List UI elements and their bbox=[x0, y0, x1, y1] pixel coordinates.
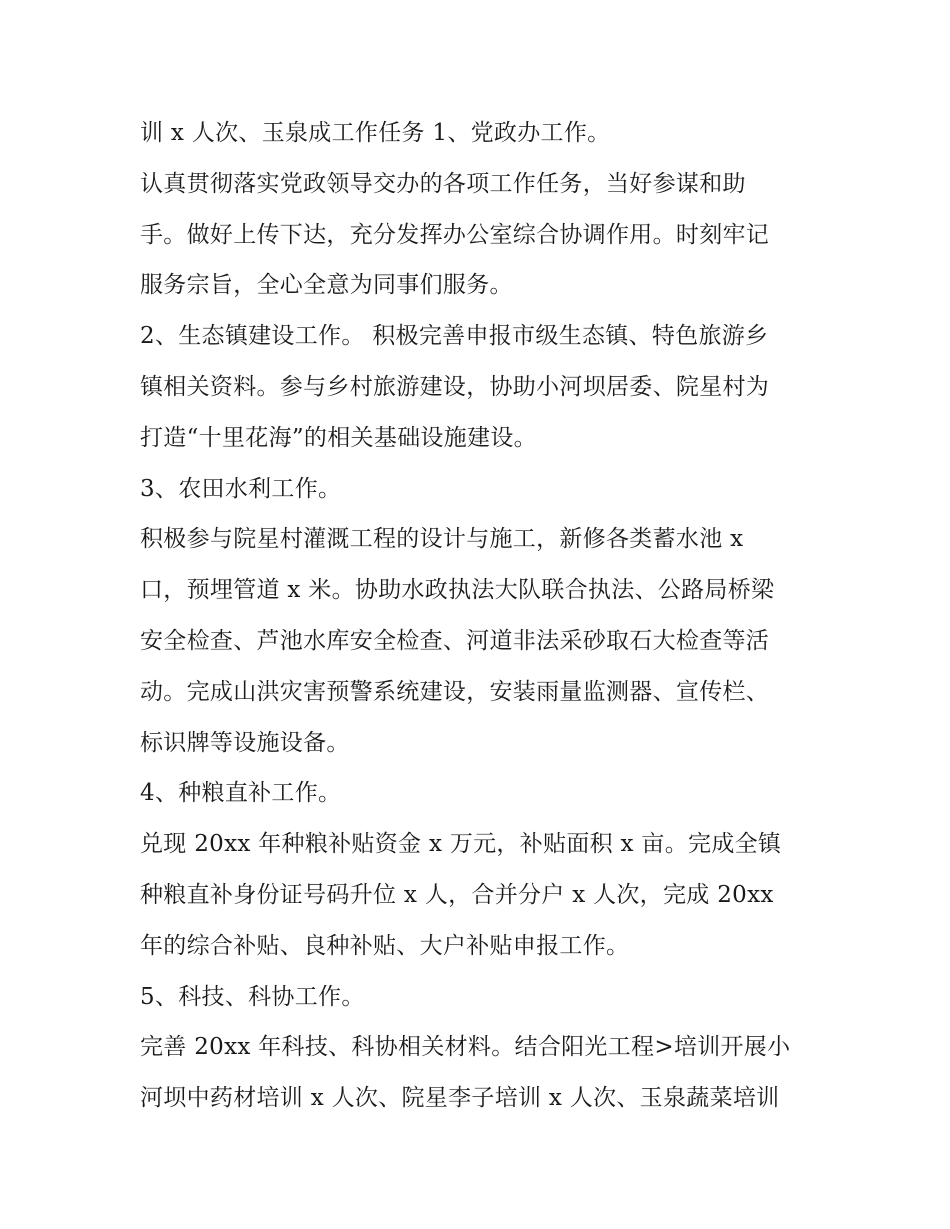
text-line: 完善 20xx 年科技、科协相关材料。结合阳光工程>培训开展小 bbox=[140, 1034, 791, 1061]
text-line: 服务宗旨，全心全意为同事们服务。 bbox=[140, 272, 513, 299]
text-line: 兑现 20xx 年种粮补贴资金 x 万元，补贴面积 x 亩。完成全镇 bbox=[140, 831, 782, 858]
text-line: 积极参与院星村灌溉工程的设计与施工，新修各类蓄水池 x bbox=[140, 526, 744, 553]
text-line: 动。完成山洪灾害预警系统建设，安装雨量监测器、宣传栏、 bbox=[140, 678, 770, 705]
text-line: 镇相关资料。参与乡村旅游建设，协助小河坝居委、院星村为 bbox=[140, 373, 770, 400]
section-heading-science-tech: 5、科技、科协工作。 bbox=[140, 983, 365, 1010]
text-line: 认真贯彻落实党政领导交办的各项工作任务，当好参谋和助 bbox=[140, 170, 746, 197]
text-line: 河坝中药材培训 x 人次、院星李子培训 x 人次、玉泉蔬菜培训 bbox=[140, 1085, 780, 1112]
section-heading-grain-subsidy: 4、种粮直补工作。 bbox=[140, 780, 342, 807]
text-line: 打造“十里花海”的相关基础设施建设。 bbox=[140, 424, 537, 451]
section-heading-irrigation: 3、农田水利工作。 bbox=[140, 475, 342, 502]
document-body bbox=[140, 108, 820, 1124]
text-line: 年的综合补贴、良种补贴、大户补贴申报工作。 bbox=[140, 932, 630, 959]
text-line: 口，预埋管道 x 米。协助水政执法大队联合执法、公路局桥梁 bbox=[140, 577, 775, 604]
section-heading-ecological-town: 2、生态镇建设工作。 积极完善申报市级生态镇、特色旅游乡 bbox=[140, 323, 769, 350]
text-line: 手。做好上传下达，充分发挥办公室综合协调作用。时刻牢记 bbox=[140, 221, 770, 248]
text-line: 种粮直补身份证号码升位 x 人，合并分户 x 人次，完成 20xx bbox=[140, 881, 774, 908]
text-line: 训 x 人次、玉泉成工作任务 1、党政办工作。 bbox=[140, 120, 611, 146]
text-line: 安全检查、芦池水库安全检查、河道非法采砂取石大检查等活 bbox=[140, 627, 770, 654]
text-line: 标识牌等设施设备。 bbox=[140, 729, 350, 756]
